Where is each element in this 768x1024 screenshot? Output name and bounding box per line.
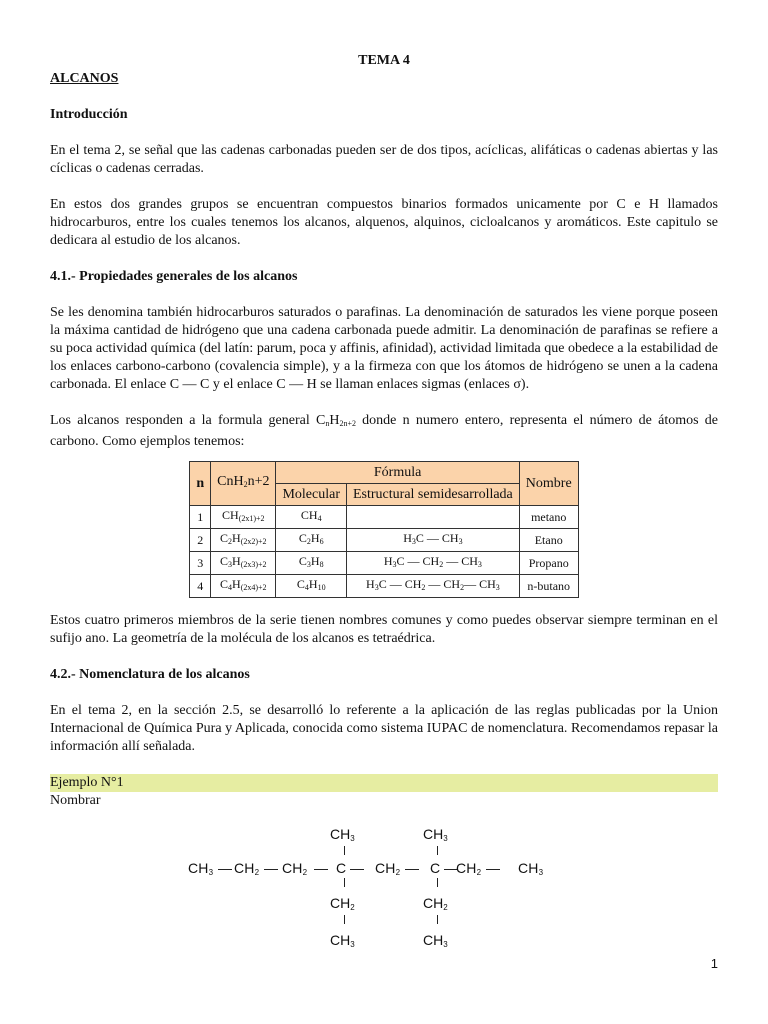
example-label: Ejemplo N°1	[50, 774, 718, 792]
header-nombre: Nombre	[519, 462, 578, 506]
chain-group: $CH_3$	[518, 860, 544, 877]
bond-vertical	[344, 878, 345, 887]
bond-vertical	[344, 846, 345, 855]
intro-paragraph-1: En el tema 2, se señal que las cadenas carbonadas pueden ser de dos tipos, acíclicas, alifáticas o cadenas abiertas y las cíclicas o cadenas cerradas.	[50, 143, 718, 176]
bond-horizontal: —	[444, 860, 459, 876]
bond-horizontal: —	[218, 860, 233, 876]
cell-nombre: Etano	[519, 529, 578, 552]
bond-vertical	[344, 915, 345, 924]
bond-vertical	[437, 878, 438, 887]
section-4-2-paragraph-1: En el tema 2, en la sección 2.5, se desarrolló lo referente a la aplicación de las reglas publicadas por la Union Internacional de Química Pura y Aplicada, conocida como sistema IUPAC de nomenclatura. Recomendamos repasar la información allí señalada.	[50, 703, 718, 754]
cell-molecular: $C_3H_8$	[276, 552, 347, 575]
header-n: n	[190, 462, 211, 506]
cell-nombre: Propano	[519, 552, 578, 575]
section-4-1-paragraph-3: Estos cuatro primeros miembros de la serie tienen nombres comunes y como puedes observar siempre terminan en el sufijo ano. La geometría de la molécula de los alcanos es tetraédrica.	[50, 613, 718, 646]
cell-general: $C_2H_{(2x2)+2}$	[211, 529, 276, 552]
header-formula: Fórmula	[276, 462, 519, 484]
substituent-bottom-1b: $CH_3$	[330, 932, 355, 949]
bond-horizontal: —	[486, 860, 501, 876]
cell-estructural	[347, 506, 520, 529]
substituent-bottom-1a: $CH_2$	[330, 895, 355, 912]
intro-paragraph-2: En estos dos grandes grupos se encuentran compuestos binarios formados unicamente por C e H llamados hidrocarburos, entre los cuales tenemos los alcanos, alquenos, alquinos, cicloalcanos y aromáticos. Este capitulo se dedicara al estudio de los alcanos.	[50, 197, 718, 248]
bond-horizontal: —	[405, 860, 420, 876]
cell-molecular: $C_2H_6$	[276, 529, 347, 552]
cell-estructural: $H_3C$ — $CH_3$	[347, 529, 520, 552]
table-row	[190, 575, 578, 598]
cell-n: 3	[190, 552, 211, 575]
document-page	[50, 52, 718, 810]
chain-group: C	[336, 860, 347, 876]
cell-n: 2	[190, 529, 211, 552]
cell-n: 1	[190, 506, 211, 529]
cell-nombre: metano	[519, 506, 578, 529]
header-general-formula: CnH$_2$n+2	[211, 462, 276, 506]
header-molecular: Molecular	[276, 484, 347, 506]
cell-nombre: n-butano	[519, 575, 578, 598]
bond-horizontal: —	[264, 860, 279, 876]
page-title: TEMA 4	[358, 53, 410, 68]
table-row	[190, 552, 578, 575]
substituent-bottom-2b: $CH_3$	[423, 932, 448, 949]
cell-molecular: $C_4H_{10}$	[276, 575, 347, 598]
page-number: 1	[710, 956, 718, 971]
table-row	[190, 506, 578, 529]
cell-estructural: $H_3C$ — $CH_2$ — $CH_3$	[347, 552, 520, 575]
section-4-1-heading: 4.1.- Propiedades generales de los alcanos	[50, 269, 298, 284]
section-title: ALCANOS	[50, 71, 119, 86]
substituent-top-1: $CH_3$	[330, 826, 355, 843]
substituent-bottom-2a: $CH_2$	[423, 895, 448, 912]
section-4-1-paragraph-2: Los alcanos responden a la formula general $C_nH_{2n+2}$ donde n numero entero, representa el número de átomos de carbono. Como ejemplos tenemos:	[50, 413, 718, 449]
bond-vertical	[437, 915, 438, 924]
intro-heading: Introducción	[50, 107, 128, 122]
cell-general: $C_4H_{(2x4)+2}$	[211, 575, 276, 598]
alkanes-table	[189, 461, 578, 598]
chain-group: $CH_2$	[234, 860, 260, 877]
header-estructural: Estructural semidesarrollada	[347, 484, 520, 506]
cell-molecular: $CH_4$	[276, 506, 347, 529]
bond-horizontal: —	[350, 860, 365, 876]
chain-group: $CH_2$	[456, 860, 482, 877]
bond-vertical	[437, 846, 438, 855]
chain-group: $CH_2$	[282, 860, 308, 877]
chain-group: C	[430, 860, 441, 876]
substituent-top-2: $CH_3$	[423, 826, 448, 843]
cell-general: $C_3H_{(2x3)+2}$	[211, 552, 276, 575]
example-task: Nombrar	[50, 793, 101, 808]
chain-group: $CH_3$	[188, 860, 214, 877]
table-row	[190, 529, 578, 552]
bond-horizontal: —	[314, 860, 329, 876]
section-4-2-heading: 4.2.- Nomenclatura de los alcanos	[50, 667, 250, 682]
cell-estructural: $H_3C$ — $CH_2$ — $CH_2—$ $CH_3$	[347, 575, 520, 598]
cell-general: $CH_{(2x1)+2}$	[211, 506, 276, 529]
cell-n: 4	[190, 575, 211, 598]
chain-group: $CH_2$	[375, 860, 401, 877]
section-4-1-paragraph-1: Se les denomina también hidrocarburos saturados o parafinas. La denominación de saturados les viene porque poseen la máxima cantidad de hidrógeno que una cadena carbonada puede admitir. La denominación de parafinas se refiere a su poca actividad química (del latín: parum, poca y affinis, afinidad), actividad limitada que obedece a la estabilidad de los enlaces carbono-carbono (covalencia simple), y a la firmeza con que los átomos de hidrógeno se unen a la cadena carbonada. El enlace C — C y el enlace C — H se llaman enlaces sigmas (enlaces σ).	[50, 305, 718, 392]
